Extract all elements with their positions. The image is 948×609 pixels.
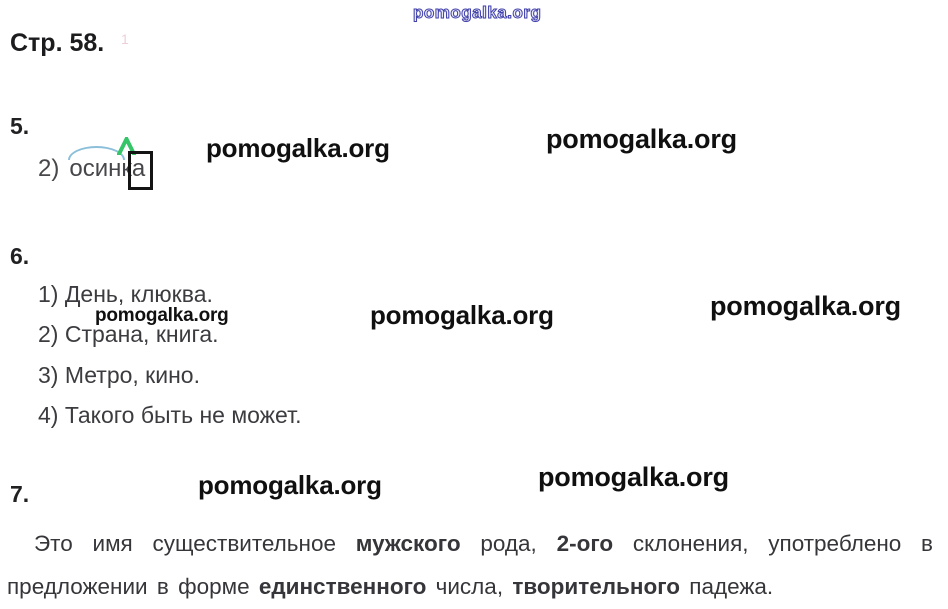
faint-print-artifact: 1	[121, 31, 129, 47]
bold-term: 2-ого	[556, 531, 614, 556]
watermark-black: pomogalka.org	[546, 124, 737, 154]
answer-item-prefix: 2)	[38, 155, 60, 182]
section-6-number: 6.	[10, 243, 30, 269]
list-item: 2) Страна, книга.	[38, 321, 219, 347]
word-ending-text: а	[131, 155, 146, 182]
word-root-text: осин	[69, 155, 122, 182]
list-item: 4) Такого быть не может.	[38, 402, 302, 428]
answer-paragraph	[7, 522, 933, 608]
ending-box-icon	[128, 151, 153, 190]
watermark-black: pomogalka.org	[710, 291, 901, 321]
section-7-number: 7.	[10, 481, 30, 507]
watermark-black-small: pomogalka.org	[95, 305, 229, 326]
bold-term: единственного	[258, 574, 427, 599]
bold-term: мужского	[355, 531, 461, 556]
bold-term: творительного	[512, 574, 681, 599]
watermark-black: pomogalka.org	[206, 133, 390, 163]
list-item: 3) Метро, кино.	[38, 362, 200, 388]
section-5-number: 5.	[10, 113, 30, 139]
paragraph-text: Это имя существительное	[34, 531, 356, 556]
word-ending	[132, 155, 145, 183]
paragraph-text: числа,	[426, 574, 513, 599]
paragraph-text: падежа.	[680, 574, 774, 599]
watermark-black: pomogalka.org	[538, 462, 729, 492]
paragraph-text: рода,	[460, 531, 557, 556]
list-item: 1) День, клюква.	[38, 281, 213, 307]
word-suffix-text: к	[121, 155, 132, 182]
page-title: Стр. 58.	[10, 29, 105, 57]
watermark-outlined-top: pomogalka.org	[413, 3, 542, 22]
morpheme-analysis-line	[38, 155, 145, 183]
paragraph-text: склонения, употреблено в предложении в форме	[7, 531, 933, 599]
word-root	[69, 155, 121, 183]
watermark-black: pomogalka.org	[198, 470, 382, 500]
watermark-black: pomogalka.org	[370, 300, 554, 330]
